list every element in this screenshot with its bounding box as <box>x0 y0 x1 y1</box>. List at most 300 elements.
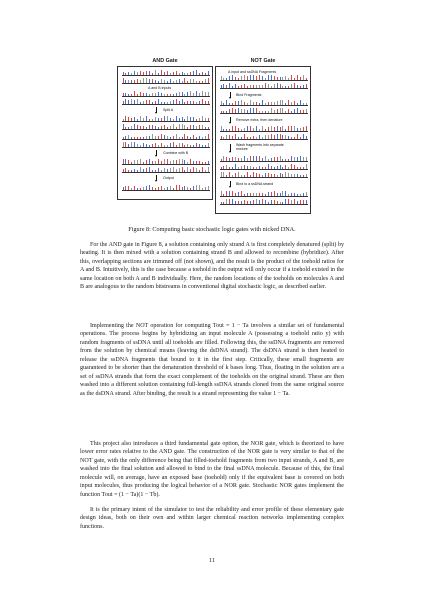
toehold-tick <box>250 85 251 88</box>
toehold-tick <box>232 103 233 105</box>
toehold-tick <box>179 168 180 172</box>
toehold-tick <box>170 79 171 83</box>
down-arrow-head <box>229 97 231 99</box>
toehold-tick <box>199 93 200 96</box>
toehold-tick <box>288 109 289 113</box>
toehold-tick <box>265 200 266 204</box>
toehold-tick <box>259 200 260 204</box>
toehold-tick <box>291 84 292 88</box>
toehold-tick <box>250 193 251 196</box>
toehold-tick <box>155 136 156 139</box>
toehold-tick <box>161 143 162 147</box>
toehold-tick <box>256 193 257 196</box>
toehold-tick <box>288 194 289 196</box>
toehold-tick <box>226 78 227 80</box>
toehold-tick <box>184 73 185 75</box>
toehold-tick <box>244 194 245 196</box>
toehold-tick <box>137 137 138 139</box>
toehold-tick <box>247 137 248 139</box>
toehold-tick <box>143 101 144 104</box>
toehold-tick <box>143 78 144 83</box>
toehold-tick <box>187 116 188 121</box>
toehold-tick <box>179 185 180 190</box>
toehold-tick <box>158 136 159 139</box>
toehold-tick <box>226 191 227 196</box>
toehold-tick <box>184 102 185 104</box>
toehold-tick <box>125 93 126 96</box>
toehold-tick <box>158 92 159 96</box>
toehold-tick <box>164 145 165 147</box>
toehold-tick <box>223 103 224 105</box>
toehold-tick <box>134 160 135 164</box>
dna-strand <box>220 165 308 170</box>
toehold-tick <box>265 83 266 88</box>
toehold-tick <box>259 85 260 88</box>
dna-strand <box>122 168 210 173</box>
toehold-tick <box>274 200 275 204</box>
not-step-label: Remove extra, then denature <box>236 118 283 122</box>
toehold-tick <box>123 101 124 104</box>
toehold-tick <box>221 202 222 204</box>
toehold-tick <box>158 99 159 104</box>
toehold-tick <box>137 72 138 75</box>
toehold-tick <box>152 119 153 121</box>
toehold-tick <box>173 94 174 96</box>
toehold-tick <box>158 127 159 129</box>
toehold-tick <box>134 71 135 75</box>
toehold-tick <box>235 173 236 177</box>
toehold-tick <box>303 85 304 88</box>
toehold-tick <box>167 169 168 172</box>
toehold-tick <box>285 199 286 204</box>
toehold-tick <box>131 126 132 129</box>
toehold-tick <box>247 166 248 169</box>
toehold-tick <box>291 102 292 105</box>
toehold-tick <box>137 94 138 96</box>
toehold-tick <box>196 70 197 75</box>
toehold-tick <box>232 175 233 177</box>
toehold-tick <box>155 143 156 147</box>
toehold-tick <box>291 200 292 204</box>
toehold-tick <box>229 83 230 88</box>
toehold-tick <box>274 174 275 177</box>
toehold-tick <box>202 162 203 164</box>
toehold-tick <box>241 76 242 80</box>
toehold-tick <box>164 116 165 121</box>
toehold-tick <box>128 160 129 164</box>
toehold-tick <box>137 119 138 121</box>
toehold-tick <box>176 145 177 147</box>
toehold-tick <box>140 92 141 96</box>
toehold-tick <box>282 159 283 161</box>
toehold-tick <box>146 100 147 104</box>
toehold-tick <box>268 75 269 80</box>
toehold-tick <box>199 125 200 129</box>
toehold-tick <box>306 103 307 105</box>
toehold-tick <box>223 194 224 196</box>
toehold-tick <box>134 91 135 96</box>
toehold-tick <box>131 188 132 190</box>
toehold-tick <box>199 73 200 75</box>
toehold-tick <box>256 137 257 139</box>
toehold-tick <box>161 118 162 121</box>
toehold-tick <box>123 159 124 164</box>
toehold-tick <box>221 191 222 196</box>
toehold-tick <box>131 99 132 104</box>
toehold-tick <box>297 75 298 80</box>
toehold-tick <box>173 81 174 83</box>
toehold-tick <box>134 169 135 172</box>
toehold-tick <box>262 137 263 139</box>
not-gate-panel <box>215 66 311 214</box>
toehold-tick <box>235 109 236 113</box>
toehold-tick <box>152 79 153 83</box>
toehold-tick <box>229 109 230 113</box>
toehold-tick <box>291 174 292 177</box>
toehold-tick <box>128 80 129 83</box>
toehold-tick <box>190 101 191 104</box>
toehold-tick <box>167 145 168 147</box>
toehold-tick <box>187 101 188 104</box>
not-gate-title: NOT Gate <box>250 58 276 64</box>
toehold-tick <box>285 129 286 131</box>
toehold-tick <box>238 172 239 177</box>
toehold-tick <box>229 129 230 131</box>
toehold-tick <box>170 126 171 129</box>
toehold-tick <box>170 168 171 172</box>
toehold-tick <box>244 200 245 204</box>
toehold-tick <box>196 168 197 172</box>
toehold-tick <box>193 145 194 147</box>
toehold-tick <box>300 128 301 131</box>
toehold-tick <box>288 100 289 105</box>
toehold-tick <box>256 85 257 88</box>
toehold-tick <box>205 170 206 172</box>
toehold-tick <box>221 126 222 131</box>
toehold-tick <box>259 111 260 113</box>
toehold-tick <box>184 119 185 121</box>
toehold-tick <box>202 145 203 147</box>
toehold-tick <box>196 126 197 129</box>
toehold-tick <box>247 158 248 161</box>
toehold-tick <box>226 157 227 161</box>
toehold-tick <box>182 81 183 83</box>
toehold-tick <box>134 124 135 129</box>
toehold-tick <box>125 186 126 190</box>
toehold-tick <box>202 125 203 129</box>
toehold-tick <box>179 92 180 96</box>
toehold-tick <box>182 159 183 164</box>
toehold-tick <box>170 101 171 104</box>
toehold-tick <box>167 102 168 104</box>
toehold-tick <box>208 71 209 75</box>
toehold-tick <box>184 160 185 164</box>
toehold-tick <box>173 100 174 104</box>
toehold-tick <box>205 145 206 147</box>
toehold-tick <box>184 134 185 139</box>
toehold-tick <box>140 102 141 104</box>
toehold-tick <box>294 165 295 169</box>
toehold-tick <box>253 156 254 161</box>
toehold-tick <box>143 162 144 164</box>
toehold-tick <box>232 75 233 80</box>
toehold-tick <box>137 188 138 190</box>
toehold-tick <box>179 159 180 164</box>
toehold-tick <box>256 156 257 161</box>
toehold-tick <box>303 193 304 196</box>
toehold-tick <box>300 137 301 139</box>
toehold-tick <box>208 167 209 172</box>
toehold-tick <box>226 100 227 105</box>
toehold-tick <box>268 102 269 105</box>
toehold-tick <box>250 137 251 139</box>
toehold-tick <box>265 78 266 80</box>
toehold-tick <box>238 101 239 105</box>
toehold-tick <box>131 80 132 83</box>
toehold-tick <box>184 94 185 96</box>
toehold-tick <box>280 127 281 131</box>
toehold-tick <box>300 110 301 113</box>
toehold-tick <box>282 191 283 196</box>
toehold-tick <box>161 70 162 75</box>
toehold-tick <box>137 160 138 164</box>
toehold-tick <box>193 167 194 172</box>
toehold-tick <box>268 135 269 139</box>
toehold-tick <box>232 136 233 139</box>
toehold-tick <box>268 192 269 196</box>
toehold-tick <box>297 167 298 169</box>
toehold-tick <box>265 194 266 196</box>
toehold-tick <box>131 170 132 172</box>
toehold-tick <box>297 103 298 105</box>
toehold-tick <box>208 101 209 104</box>
dna-strand <box>220 200 308 205</box>
figure-caption: Figure 8: Computing basic stochastic logic gates with nicked DNA. <box>128 226 296 233</box>
toehold-tick <box>182 143 183 147</box>
toehold-tick <box>173 167 174 172</box>
toehold-tick <box>241 100 242 105</box>
toehold-tick <box>259 174 260 177</box>
toehold-tick <box>232 86 233 88</box>
toehold-tick <box>152 134 153 139</box>
toehold-tick <box>282 174 283 177</box>
toehold-tick <box>146 144 147 147</box>
toehold-tick <box>294 126 295 131</box>
toehold-tick <box>164 102 165 104</box>
dna-strand <box>122 125 210 130</box>
toehold-tick <box>199 161 200 164</box>
toehold-tick <box>306 136 307 139</box>
toehold-tick <box>173 136 174 139</box>
dna-strand <box>220 109 308 114</box>
toehold-tick <box>282 202 283 204</box>
toehold-tick <box>152 170 153 172</box>
toehold-tick <box>164 159 165 164</box>
toehold-tick <box>291 111 292 113</box>
toehold-tick <box>149 185 150 190</box>
toehold-tick <box>238 158 239 161</box>
toehold-tick <box>140 137 141 139</box>
toehold-tick <box>232 167 233 169</box>
toehold-tick <box>274 127 275 131</box>
toehold-tick <box>155 70 156 75</box>
toehold-tick <box>303 110 304 113</box>
toehold-tick <box>193 135 194 139</box>
toehold-tick <box>280 202 281 204</box>
toehold-tick <box>146 186 147 190</box>
toehold-tick <box>288 136 289 139</box>
toehold-tick <box>193 79 194 83</box>
toehold-tick <box>164 135 165 139</box>
toehold-tick <box>155 80 156 83</box>
toehold-tick <box>190 125 191 129</box>
toehold-tick <box>232 191 233 196</box>
toehold-tick <box>137 144 138 147</box>
toehold-tick <box>140 71 141 75</box>
toehold-tick <box>152 93 153 96</box>
toehold-tick <box>205 162 206 164</box>
toehold-tick <box>143 143 144 147</box>
toehold-tick <box>282 100 283 105</box>
toehold-tick <box>187 92 188 96</box>
toehold-tick <box>146 160 147 164</box>
toehold-tick <box>223 129 224 131</box>
toehold-tick <box>164 72 165 75</box>
toehold-tick <box>250 100 251 105</box>
toehold-tick <box>297 194 298 196</box>
toehold-tick <box>241 201 242 204</box>
toehold-tick <box>271 75 272 80</box>
toehold-tick <box>143 169 144 172</box>
toehold-tick <box>158 168 159 172</box>
toehold-tick <box>134 80 135 83</box>
toehold-tick <box>140 159 141 164</box>
toehold-tick <box>256 108 257 113</box>
toehold-tick <box>176 80 177 83</box>
toehold-tick <box>271 134 272 139</box>
toehold-tick <box>280 108 281 113</box>
toehold-tick <box>123 142 124 147</box>
toehold-tick <box>158 187 159 190</box>
toehold-tick <box>193 71 194 75</box>
toehold-tick <box>253 85 254 88</box>
toehold-tick <box>247 126 248 131</box>
toehold-tick <box>274 167 275 169</box>
toehold-tick <box>271 192 272 196</box>
dna-strand <box>122 160 210 165</box>
toehold-tick <box>164 188 165 190</box>
toehold-tick <box>193 161 194 164</box>
toehold-tick <box>146 116 147 121</box>
toehold-tick <box>271 126 272 131</box>
toehold-tick <box>161 126 162 129</box>
toehold-tick <box>131 137 132 139</box>
toehold-tick <box>253 200 254 204</box>
toehold-tick <box>143 72 144 75</box>
toehold-tick <box>149 167 150 172</box>
toehold-tick <box>229 135 230 139</box>
toehold-tick <box>205 73 206 75</box>
dna-strand <box>220 101 308 106</box>
toehold-tick <box>277 175 278 177</box>
toehold-tick <box>306 157 307 161</box>
toehold-tick <box>205 101 206 104</box>
toehold-tick <box>146 136 147 139</box>
toehold-tick <box>128 144 129 147</box>
toehold-tick <box>235 157 236 161</box>
toehold-tick <box>297 108 298 113</box>
toehold-tick <box>277 101 278 105</box>
toehold-tick <box>152 73 153 75</box>
toehold-tick <box>280 165 281 169</box>
toehold-tick <box>253 128 254 131</box>
down-arrow-head <box>155 112 157 114</box>
toehold-tick <box>176 99 177 104</box>
toehold-tick <box>173 188 174 190</box>
toehold-tick <box>235 164 236 169</box>
toehold-tick <box>288 78 289 80</box>
toehold-tick <box>164 94 165 96</box>
toehold-tick <box>274 110 275 113</box>
toehold-tick <box>199 81 200 83</box>
toehold-tick <box>161 186 162 190</box>
toehold-tick <box>291 164 292 169</box>
toehold-tick <box>167 127 168 129</box>
toehold-tick <box>280 77 281 80</box>
toehold-tick <box>235 126 236 131</box>
toehold-tick <box>184 170 185 172</box>
toehold-tick <box>140 145 141 147</box>
toehold-tick <box>241 109 242 113</box>
toehold-tick <box>256 126 257 131</box>
toehold-tick <box>232 108 233 113</box>
down-arrow-head <box>229 151 231 153</box>
toehold-tick <box>128 100 129 104</box>
toehold-tick <box>285 191 286 196</box>
toehold-tick <box>158 81 159 83</box>
toehold-tick <box>161 134 162 139</box>
toehold-tick <box>262 85 263 88</box>
toehold-tick <box>155 188 156 190</box>
dna-strand <box>122 186 210 191</box>
toehold-tick <box>294 83 295 88</box>
toehold-tick <box>271 102 272 105</box>
toehold-tick <box>123 124 124 129</box>
toehold-tick <box>202 99 203 104</box>
toehold-tick <box>238 137 239 139</box>
toehold-tick <box>208 186 209 190</box>
paragraph-not-gate: Implementing the NOT operation for computing Tout = 1 − Ta involves a similar set of fundamental operations. The process begins by hybridizing an input molecule A (possessing a toehold ratio y) with random fragments of ssDNA until all toeholds are filled. Following this, the ssDNA fragments are removed from the solution by chemical means (leaving the dsDNA strand). The dsDNA strand is then heated to release the ssDNA fragments that bound to it in the first step. Critically, these small fragments are guaranteed to be shorter than the denaturation threshold of k bases long. Thus, floating in the solution are a set of ssDNA strands that form the exact complement of the toeholds on the original strand. These are then washed into a different solution containing full-length ssDNA strands cloned from the same original source as the dsDNA strand. After binding, the result is a strand representing the value 1 − Ta. <box>80 323 344 397</box>
toehold-tick <box>247 110 248 113</box>
toehold-tick <box>187 144 188 147</box>
toehold-tick <box>268 84 269 88</box>
toehold-tick <box>285 172 286 177</box>
toehold-tick <box>229 199 230 204</box>
not-step-label: A input and ssDNA Fragments <box>228 70 277 74</box>
toehold-tick <box>158 145 159 147</box>
toehold-tick <box>170 161 171 164</box>
toehold-tick <box>202 137 203 139</box>
toehold-tick <box>187 162 188 164</box>
toehold-tick <box>208 118 209 121</box>
toehold-tick <box>205 118 206 121</box>
toehold-tick <box>259 156 260 161</box>
toehold-tick <box>282 77 283 80</box>
toehold-tick <box>125 136 126 139</box>
toehold-tick <box>140 116 141 121</box>
toehold-tick <box>167 94 168 96</box>
toehold-tick <box>146 78 147 83</box>
